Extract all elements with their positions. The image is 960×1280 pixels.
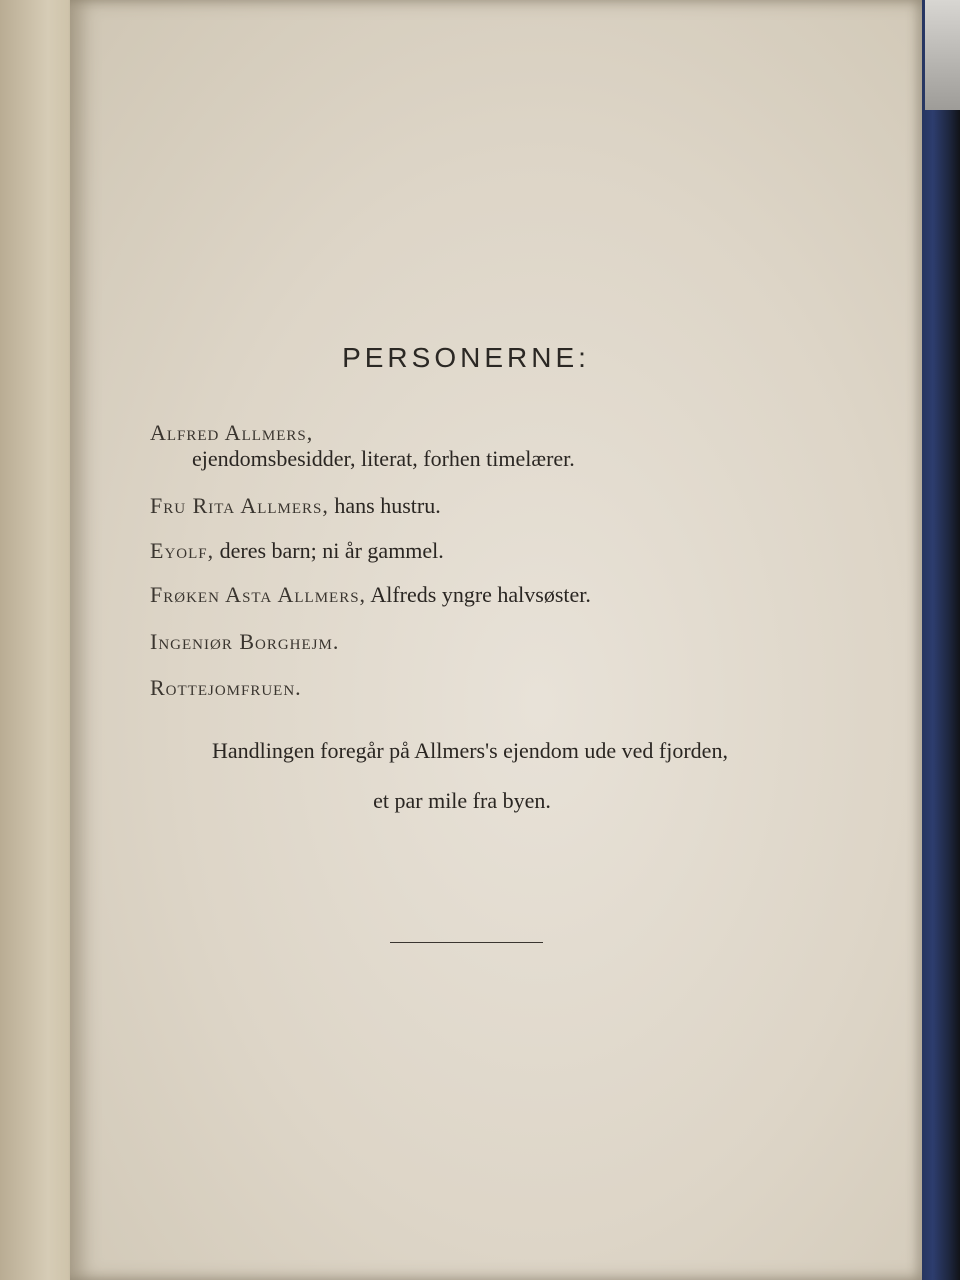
- character-entry-borghejm: [150, 629, 339, 655]
- left-page-edge: [0, 0, 80, 1280]
- character-entry-asta: [150, 582, 591, 608]
- setting-line-2: et par mile fra byen.: [373, 788, 551, 813]
- character-name: Eyolf,: [150, 538, 215, 563]
- character-entry-rottejomfruen: [150, 675, 302, 701]
- character-description: deres barn; ni år gammel.: [214, 538, 444, 563]
- character-entry-rita: [150, 493, 441, 519]
- character-name: Frøken Asta Allmers,: [150, 582, 367, 607]
- character-entry-eyolf: [150, 538, 444, 564]
- character-description: Alfreds yngre halvsøster.: [366, 582, 591, 607]
- book-page: [70, 0, 922, 1280]
- character-name: Ingeniør Borghejm.: [150, 629, 340, 654]
- character-description: hans hustru.: [328, 493, 441, 518]
- cloth-corner: [925, 0, 960, 110]
- character-description-alfred: ejendomsbesidder, literat, forhen timelærer.: [192, 446, 575, 471]
- character-name: Fru Rita Allmers,: [150, 493, 329, 518]
- page-heading: PERSONERNE:: [342, 342, 590, 373]
- character-entry-alfred: [150, 420, 313, 446]
- page-content: [70, 0, 922, 1280]
- setting-line-1: Handlingen foregår på Allmers's ejendom ude ved fjorden,: [212, 738, 728, 763]
- character-name: Rottejomfruen.: [150, 675, 302, 700]
- character-name: Alfred Allmers,: [150, 420, 314, 445]
- divider-rule: [390, 942, 543, 943]
